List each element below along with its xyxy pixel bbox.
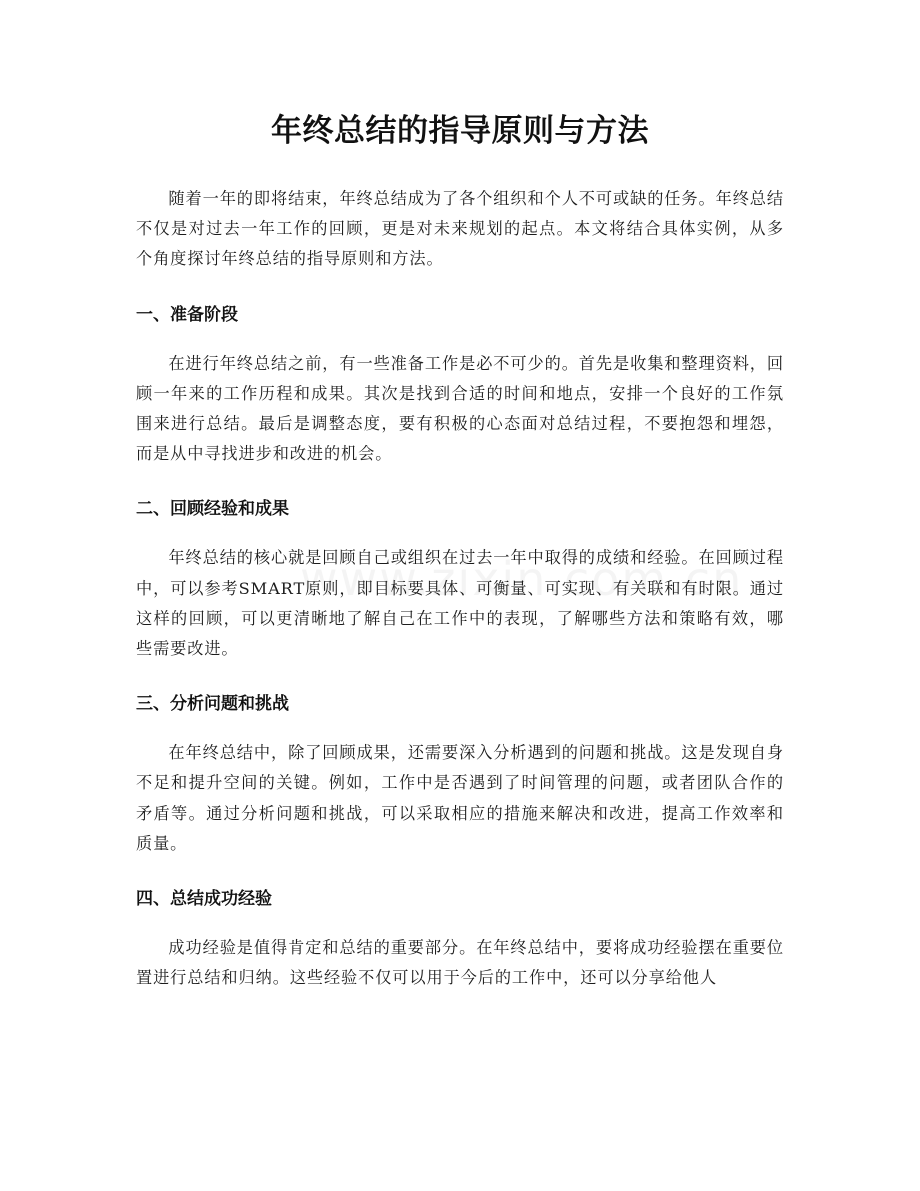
- section-heading-review: 二、回顾经验和成果: [136, 499, 289, 520]
- document-body: [136, 184, 784, 993]
- intro-paragraph: 随着一年的即将结束，年终总结成为了各个组织和个人不可或缺的任务。年终总结不仅是对过去一年工作的回顾，更是对未来规划的起点。本文将结合具体实例，从多个角度探讨年终总结的指导原则和方法。: [136, 189, 784, 269]
- page-title: 年终总结的指导原则与方法: [271, 113, 649, 149]
- section-heading-preparation: 一、准备阶段: [136, 304, 238, 325]
- section-body-success: 成功经验是值得肯定和总结的重要部分。在年终总结中，要将成功经验摆在重要位置进行总结和归纳。这些经验不仅可以用于今后的工作中，还可以分享给他人: [136, 938, 784, 988]
- section-body-preparation: 在进行年终总结之前，有一些准备工作是必不可少的。首先是收集和整理资料，回顾一年来的工作历程和成果。其次是找到合适的时间和地点，安排一个良好的工作氛围来进行总结。最后是调整态度，要有积极的心态面对总结过程，不要抱怨和埋怨，而是从中寻找进步和改进的机会。: [136, 353, 784, 464]
- section-body-review: 年终总结的核心就是回顾自己或组织在过去一年中取得的成绩和经验。在回顾过程中，可以参考SMART原则，即目标要具体、可衡量、可实现、有关联和有时限。通过这样的回顾，可以更清晰地了解自己在工作中的表现，了解哪些方法和策略有效，哪些需要改进。: [136, 548, 784, 659]
- section-heading-analysis: 三、分析问题和挑战: [136, 694, 289, 715]
- section-body-analysis: 在年终总结中，除了回顾成果，还需要深入分析遇到的问题和挑战。这是发现自身不足和提升空间的关键。例如，工作中是否遇到了时间管理的问题，或者团队合作的矛盾等。通过分析问题和挑战，可以采取相应的措施来解决和改进，提高工作效率和质量。: [136, 743, 784, 853]
- section-heading-success: 四、总结成功经验: [136, 889, 272, 910]
